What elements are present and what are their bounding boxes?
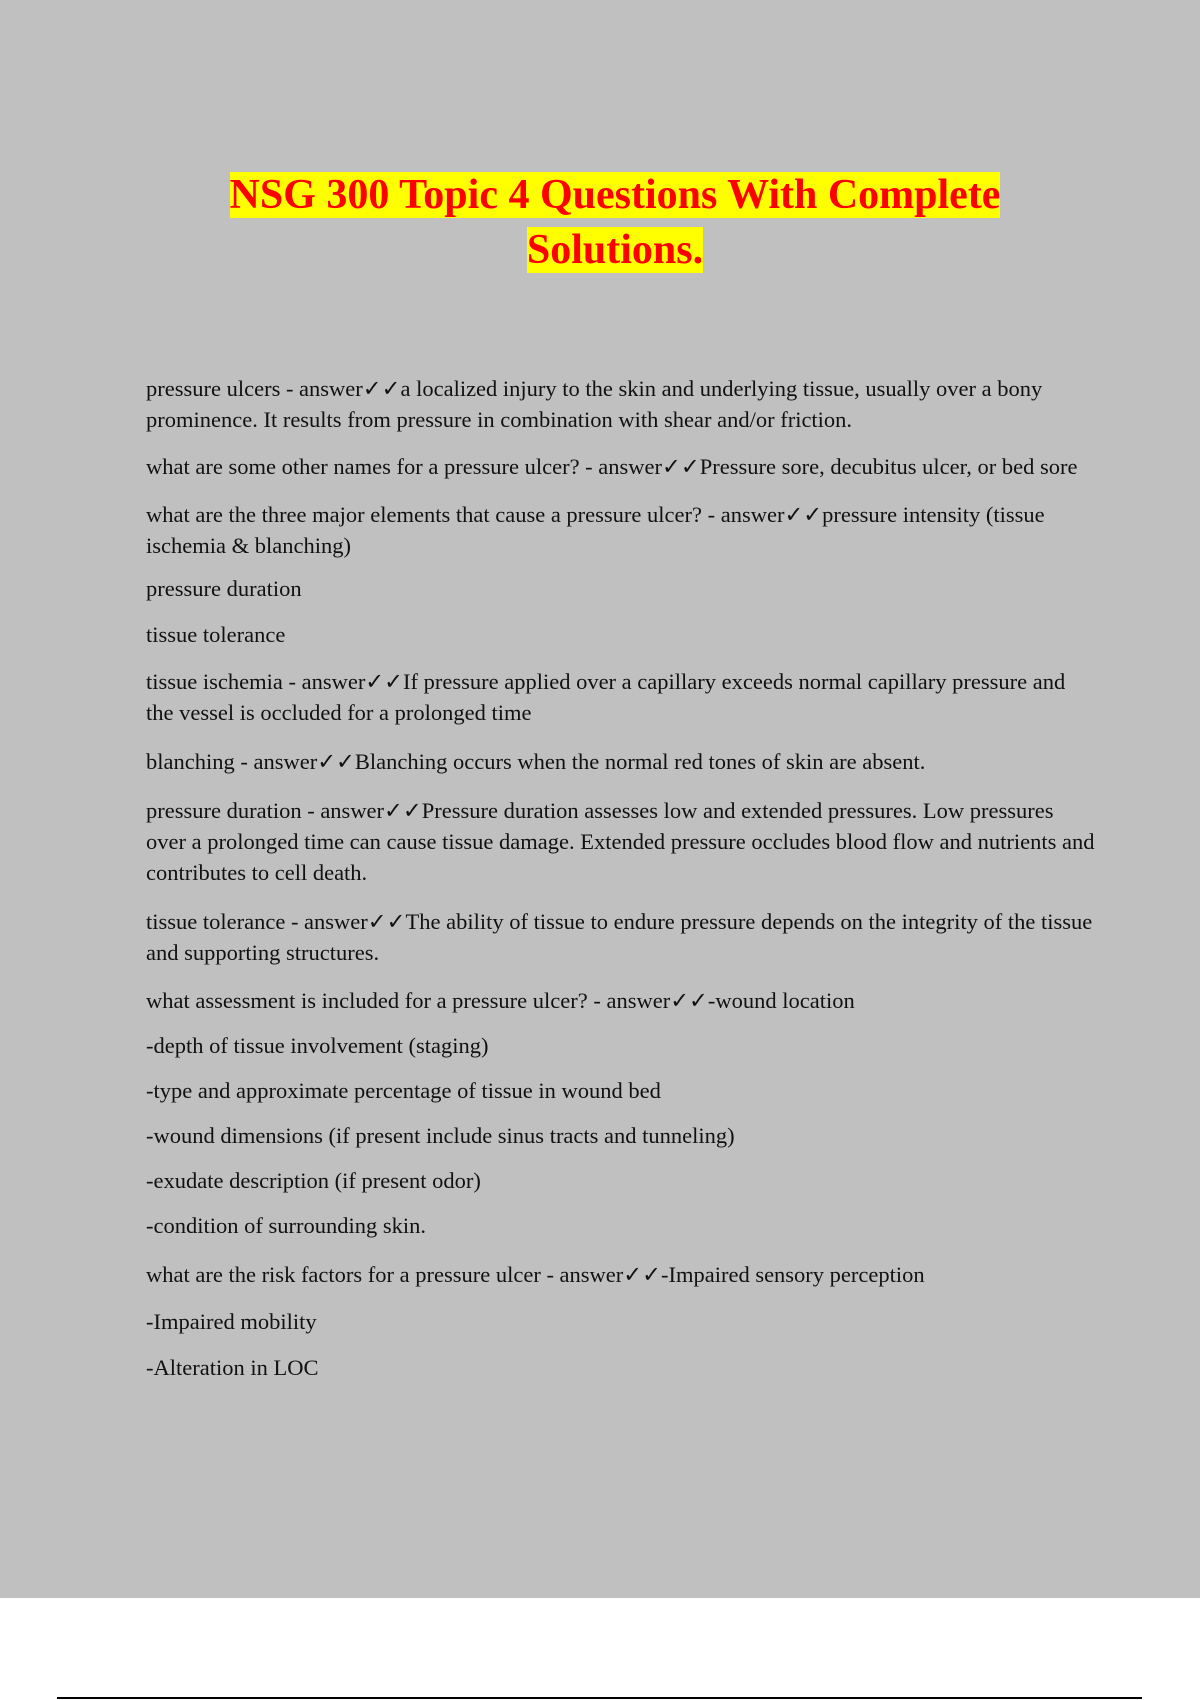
- document-title: NSG 300 Topic 4 Questions With Complete Solutions.: [229, 172, 1001, 273]
- paragraph: -Alteration in LOC: [146, 1355, 319, 1380]
- paragraph: tissue ischemia - answer✓✓If pressure applied over a capillary exceeds normal capillary pressure and the vessel is occluded for a prolonged time: [146, 669, 1066, 725]
- paragraph: -Impaired mobility: [146, 1309, 317, 1334]
- paragraph: -wound dimensions (if present include sinus tracts and tunneling): [146, 1123, 735, 1148]
- paragraph: what are the three major elements that cause a pressure ulcer? - answer✓✓pressure intensity (tissue ischemia & blanching): [146, 502, 1045, 558]
- footer-divider: [57, 1697, 1142, 1699]
- paragraph: -exudate description (if present odor): [146, 1168, 481, 1193]
- paragraph: pressure ulcers - answer✓✓a localized injury to the skin and underlying tissue, usually over a bony prominence. It results from pressure in combination with shear and/or friction.: [146, 376, 1043, 432]
- paragraph: blanching - answer✓✓Blanching occurs when the normal red tones of skin are absent.: [146, 749, 926, 774]
- paragraph: tissue tolerance: [146, 622, 286, 647]
- paragraph: what assessment is included for a pressure ulcer? - answer✓✓-wound location: [146, 988, 855, 1013]
- paragraph: -condition of surrounding skin.: [146, 1213, 426, 1238]
- paragraph: pressure duration - answer✓✓Pressure duration assesses low and extended pressures. Low pressures over a prolonged time can cause tissue damage. Extended pressure occludes blood flow and nutrients and contributes to cell death.: [146, 798, 1095, 885]
- paragraph: -depth of tissue involvement (staging): [146, 1033, 489, 1058]
- title-block: [150, 168, 1080, 278]
- paragraph: pressure duration: [146, 576, 302, 601]
- paragraph: -type and approximate percentage of tissue in wound bed: [146, 1078, 661, 1103]
- paragraph: what are the risk factors for a pressure ulcer - answer✓✓-Impaired sensory perception: [146, 1262, 925, 1287]
- paragraph: tissue tolerance - answer✓✓The ability of tissue to endure pressure depends on the integrity of the tissue and supporting structures.: [146, 909, 1093, 965]
- document-body: [146, 373, 1096, 1383]
- paragraph: what are some other names for a pressure ulcer? - answer✓✓Pressure sore, decubitus ulcer, or bed sore: [146, 454, 1078, 479]
